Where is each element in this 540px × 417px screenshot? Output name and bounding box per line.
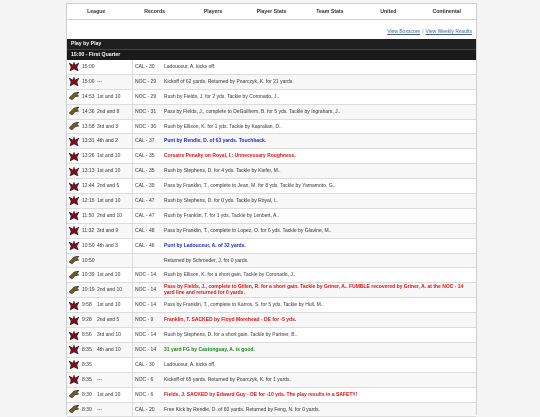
- play-row: [67, 164, 476, 179]
- play-down: 2nd and 5: [97, 317, 120, 324]
- play-row: [67, 328, 476, 343]
- nav-league[interactable]: League: [87, 8, 106, 15]
- corsairs-logo-icon: [67, 167, 80, 176]
- play-time: 8:35: [82, 361, 92, 368]
- nav-continental[interactable]: Continental: [432, 8, 461, 15]
- play-time: 8:35: [82, 346, 92, 353]
- play-row: [67, 75, 476, 90]
- play-row: [67, 90, 476, 105]
- top-nav: [67, 4, 476, 20]
- play-description: Ladouceur, A. kicks off.: [164, 361, 216, 368]
- play-time: 13:58: [82, 123, 95, 130]
- corsairs-logo-icon: [67, 211, 80, 220]
- play-time: 14:53: [82, 93, 95, 100]
- play-down: 2nd and 6: [97, 183, 120, 190]
- play-row: [67, 194, 476, 209]
- play-row: [67, 60, 476, 75]
- play-description: Rush by Ellison, K. for a short gain. Tackle by Coronado, J..: [164, 272, 296, 279]
- view-boxscore-link[interactable]: View Boxscore: [387, 29, 421, 35]
- corsairs-logo-icon: [67, 375, 80, 384]
- play-time: 10:50: [82, 242, 95, 249]
- corsairs-logo-icon: [67, 196, 80, 205]
- page-container: [66, 3, 477, 415]
- play-spot: CAL - 20: [132, 403, 162, 417]
- play-down: 2nd and 10: [97, 212, 123, 219]
- play-time: 13:13: [82, 168, 95, 175]
- play-time: 8:35: [82, 376, 92, 383]
- play-spot: NOC - 14: [132, 283, 162, 297]
- play-description: Kickoff of 65 yards. Returned by Poarczyk, K. for 1 yards.: [164, 376, 291, 383]
- falcons-logo-icon: [67, 271, 80, 280]
- view-weekly-results-link[interactable]: View Weekly Results: [425, 29, 472, 35]
- play-down: 3rd and 10: [97, 332, 121, 339]
- nav-players[interactable]: Players: [203, 8, 223, 15]
- play-description: Franklin, T. SACKED by Floyd Morehead - DE for -5 yds.: [164, 317, 297, 324]
- play-time: 13:26: [82, 153, 95, 160]
- play-time: 10:39: [82, 272, 95, 279]
- play-list: [67, 60, 476, 417]
- play-spot: NOC - 14: [132, 298, 162, 312]
- play-time: 8:30: [82, 406, 92, 413]
- play-description: Rush by Stephens, D. for 0 yds. Tackle by Royal, I..: [164, 197, 278, 204]
- nav-records[interactable]: Records: [144, 8, 166, 15]
- play-description: Ladouceur, A. kicks off.: [164, 63, 216, 70]
- falcons-logo-icon: [67, 256, 80, 265]
- play-time: 12:15: [82, 197, 95, 204]
- play-description: Rush by Stephens, D. for 4 yds. Tackle by Kiefer, M..: [164, 168, 281, 175]
- corsairs-logo-icon: [67, 152, 80, 161]
- play-description: Pass by Franklin, T., complete to Karros, S. for 5 yds. Tackle by Hull, M..: [164, 302, 324, 309]
- falcons-logo-icon: [67, 286, 80, 295]
- play-description: Punt by Rendle, D. of 63 yards. Touchback.: [164, 138, 267, 145]
- play-row: [67, 149, 476, 164]
- play-description: 31 yard FG by Castonguay, A. is good.: [164, 346, 255, 353]
- play-description: Pass by Franklin, T., complete to Jean, M. for 8 yds. Tackle by Yamamoto, G..: [164, 183, 336, 190]
- play-time: 15:00: [82, 78, 95, 85]
- play-down: ---: [97, 78, 102, 85]
- play-time: 9:28: [82, 317, 92, 324]
- corsairs-logo-icon: [67, 331, 80, 340]
- play-row: [67, 313, 476, 328]
- falcons-logo-icon: [67, 107, 80, 116]
- play-spot: NOC - 29: [132, 90, 162, 104]
- play-down: 3rd and 3: [97, 123, 119, 130]
- play-spot: NOC - 14: [132, 268, 162, 282]
- play-description: Rush by Ellison, K. for 1 yds. Tackle by Kapralian, D..: [164, 123, 282, 130]
- play-row: [67, 254, 476, 269]
- nav-united[interactable]: United: [380, 8, 397, 15]
- play-row: [67, 209, 476, 224]
- play-down: 1st and 10: [97, 272, 121, 279]
- play-row: [67, 179, 476, 194]
- play-row: [67, 268, 476, 283]
- play-spot: CAL - 35: [132, 149, 162, 163]
- corsairs-logo-icon: [67, 301, 80, 310]
- play-down: 1st and 10: [97, 391, 121, 398]
- play-spot: CAL - 47: [132, 209, 162, 223]
- play-by-play-header: Play by Play: [67, 39, 476, 50]
- nav-player-stats[interactable]: Player Stats: [256, 8, 287, 15]
- play-row: [67, 239, 476, 254]
- play-time: 11:50: [82, 212, 95, 219]
- corsairs-logo-icon: [67, 316, 80, 325]
- play-time: 15:00: [82, 63, 95, 70]
- play-down: 1st and 10: [97, 168, 121, 175]
- play-description: Returned by Schroeder, J. for 0 yards.: [164, 257, 249, 264]
- play-spot: NOC - 14: [132, 328, 162, 342]
- play-row: [67, 343, 476, 358]
- falcons-logo-icon: [67, 122, 80, 131]
- play-spot: CAL - 35: [132, 164, 162, 178]
- play-time: 14:36: [82, 108, 95, 115]
- play-spot: CAL - 39: [132, 179, 162, 193]
- play-down: 2nd and 10: [97, 287, 123, 294]
- play-row: [67, 358, 476, 373]
- play-row: [67, 373, 476, 388]
- play-down: 4th and 10: [97, 346, 121, 353]
- corsairs-logo-icon: [67, 226, 80, 235]
- play-row: [67, 224, 476, 239]
- play-down: 4th and 2: [97, 138, 118, 145]
- play-time: 11:32: [82, 227, 95, 234]
- falcons-logo-icon: [67, 92, 80, 101]
- play-description: Kickoff of 62 yards. Returned by Poarczyk, K. for 21 yards.: [164, 78, 294, 85]
- play-time: 8:30: [82, 391, 92, 398]
- play-row: [67, 388, 476, 403]
- corsairs-logo-icon: [67, 77, 80, 86]
- corsairs-logo-icon: [67, 360, 80, 369]
- corsairs-logo-icon: [67, 137, 80, 146]
- play-spot: NOC - 29: [132, 75, 162, 89]
- play-time: 10:19: [82, 287, 95, 294]
- quarter-header: 15:00 - First Quarter: [67, 50, 476, 60]
- play-time: 9:58: [82, 302, 92, 309]
- corsairs-logo-icon: [67, 62, 80, 71]
- play-down: 1st and 10: [97, 302, 121, 309]
- play-down: 3rd and 9: [97, 227, 119, 234]
- play-time: 13:31: [82, 138, 95, 145]
- corsairs-logo-icon: [67, 241, 80, 250]
- play-spot: NOC - 6: [132, 388, 162, 402]
- nav-team-stats[interactable]: Team Stats: [316, 8, 344, 15]
- play-description: Pass by Franklin, T., complete to Lopez, O. for 6 yds. Tackle by Glavine, M..: [164, 227, 332, 234]
- play-description: Free Kick by Rendle, D. of 60 yards. Returned by Feng, N. for 0 yards.: [164, 406, 320, 413]
- corsairs-logo-icon: [67, 345, 80, 354]
- play-description: Rush by Fields, J. for 2 yds. Tackle by Coronado, J..: [164, 93, 280, 100]
- play-description: Fields, J. SACKED by Edward Guy - DE for -10 yds. The play results in a SAFETY!: [164, 391, 358, 398]
- play-spot: CAL - 30: [132, 60, 162, 74]
- play-spot: CAL - 30: [132, 358, 162, 372]
- play-row: [67, 105, 476, 120]
- play-down: 4th and 3: [97, 242, 118, 249]
- play-spot: [132, 254, 162, 268]
- play-down: ---: [97, 376, 102, 383]
- falcons-logo-icon: [67, 390, 80, 399]
- play-spot: CAL - 46: [132, 239, 162, 253]
- link-separator: |: [422, 29, 424, 35]
- play-description: Punt by Ladouceur, A. of 32 yards.: [164, 242, 246, 249]
- play-description: Rush by Stephens, D. for a short gain. Tackle by Partner, B..: [164, 332, 298, 339]
- result-links: [67, 20, 476, 39]
- play-time: 10:50: [82, 257, 95, 264]
- play-description: Rush by Franklin, T. for 1 yds. Tackle by Lenbert, A..: [164, 212, 280, 219]
- play-spot: NOC - 9: [132, 313, 162, 327]
- play-spot: NOC - 36: [132, 120, 162, 134]
- play-down: 1st and 10: [97, 153, 121, 160]
- play-row: [67, 134, 476, 149]
- play-time: 12:44: [82, 183, 95, 190]
- play-row: [67, 120, 476, 135]
- play-spot: NOC - 31: [132, 105, 162, 119]
- falcons-logo-icon: [67, 405, 80, 414]
- play-time: 8:56: [82, 332, 92, 339]
- play-description: Pass by Fields, J., complete to DeGuilhem, B. for 5 yds. Tackle by Ingraham, J..: [164, 108, 341, 115]
- play-spot: CAL - 48: [132, 224, 162, 238]
- play-spot: CAL - 47: [132, 194, 162, 208]
- play-spot: CAL - 37: [132, 134, 162, 148]
- play-down: ---: [97, 406, 102, 413]
- play-spot: NOC - 6: [132, 373, 162, 387]
- play-down: 1st and 10: [97, 93, 121, 100]
- play-description: Pass by Fields, J., complete to Gillen, R. for a short gain. Tackle by Griner, A.. FUMBLE recovered by Griner, A. at the NOC - 14 yard line and returned for 0 yards.: [164, 284, 464, 297]
- play-spot: NOC - 14: [132, 343, 162, 357]
- play-down: 2nd and 8: [97, 108, 120, 115]
- play-description: Corsairs Penalty on Royal, I.: Unnecessary Roughness.: [164, 153, 296, 160]
- play-row: [67, 298, 476, 313]
- play-row: [67, 283, 476, 298]
- corsairs-logo-icon: [67, 182, 80, 191]
- play-down: 1st and 10: [97, 197, 121, 204]
